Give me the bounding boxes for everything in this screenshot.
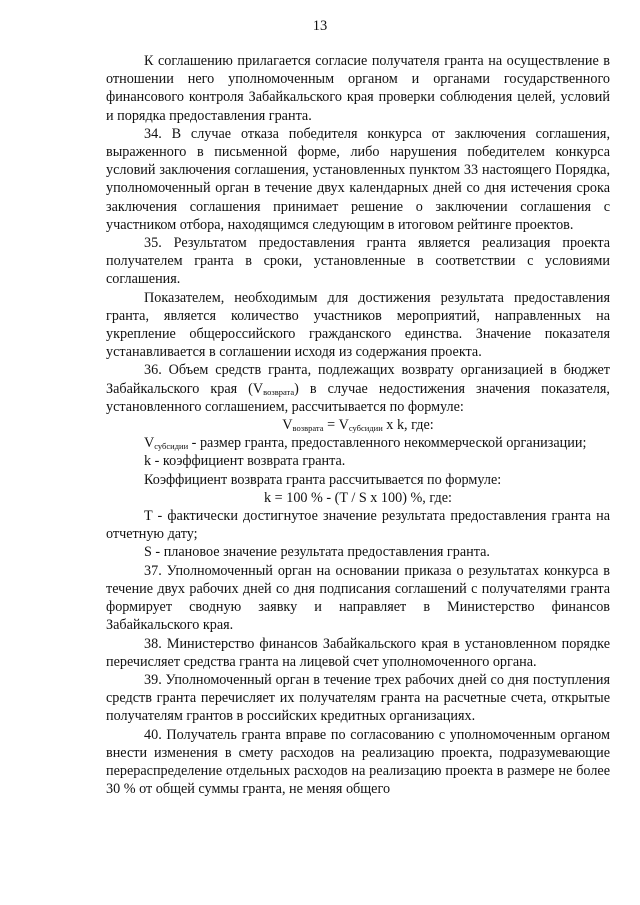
paragraph-39: 39. Уполномоченный орган в течение трех рабочих дней со дня поступления средств гранта перечисляет их получателям гранта на расчетные счета, открытые получателям грантов в российских кредитных организациях. (106, 671, 610, 725)
coefficient-intro: Коэффициент возврата гранта рассчитывается по формуле: (144, 471, 502, 488)
formula-coefficient: k = 100 % - (T / S x 100) %, где: (264, 489, 452, 506)
paragraph-40: 40. Получатель гранта вправе по согласованию с уполномоченным органом внести изменения в смету расходов на реализацию проекта, подразумевающие перераспределение отдельных расходов на реализацию проекта в размере не более 30 % от общей суммы гранта, не меняя общего (106, 726, 610, 798)
paragraph-36: 36. Объем средств гранта, подлежащих возврату организацией в бюджет Забайкальского края $(V_{возврата})$ в случае недостижения значения показателя, установленного соглашением, рассчитывается по формуле: (106, 362, 610, 415)
paragraph-38: 38. Министерство финансов Забайкальского края в установленном порядке перечисляет средства гранта на лицевой счет уполномоченного органа. (106, 635, 610, 670)
paragraph-34: 34. В случае отказа победителя конкурса от заключения соглашения, выраженного в письменной форме, либо нарушения победителем конкурса условий заключения соглашения, установленных пунктом 33 настоящего Порядка, уполномоченный орган в течение двух календарных дней со дня истечения срока заключения соглашения принимает решение о заключении соглашения с участником отбора, находящимся следующим в итоговом рейтинге проектов. (106, 125, 610, 233)
paragraph-37: 37. Уполномоченный орган на основании приказа о результатах конкурса в течение двух рабочих дней со дня подписания соглашений с получателями гранта формирует сводную заявку и направляет в Министерство финансов Забайкальского края. (106, 562, 610, 634)
definition-v-subsidy: $V_{субсидии}$ - размер гранта, предоставленного некоммерческой организации; (144, 435, 587, 452)
paragraph-indicator: Показателем, необходимым для достижения результата предоставления гранта, является количество участников мероприятий, направленных на укрепление общероссийского гражданского единства. Значение показателя устанавливается в соглашении исходя из содержания проекта. (106, 289, 610, 361)
paragraph-agreement-consent: К соглашению прилагается согласие получателя гранта на осуществление в отношении него уполномоченным органом и органами государственного финансового контроля Забайкальского края проверки соблюдения целей, условий и порядка предоставления гранта. (106, 53, 610, 124)
formula-return-volume: $V_{возврата} = V_{субсидии}$ x k, где: (282, 417, 434, 434)
definition-s: S - плановое значение результата предоставления гранта. (144, 544, 490, 561)
subscript-vozvrata: возврата (263, 386, 295, 397)
paragraph-35: 35. Результатом предоставления гранта является реализация проекта получателем гранта в сроки, установленные в соответствии с условиями соглашения. (106, 235, 610, 288)
page-number: 13 (312, 18, 328, 34)
document-body (106, 52, 610, 798)
definition-k: k - коэффициент возврата гранта. (144, 453, 346, 470)
definition-t: T - фактически достигнутое значение результата предоставления гранта на отчетную дату; (106, 508, 610, 543)
